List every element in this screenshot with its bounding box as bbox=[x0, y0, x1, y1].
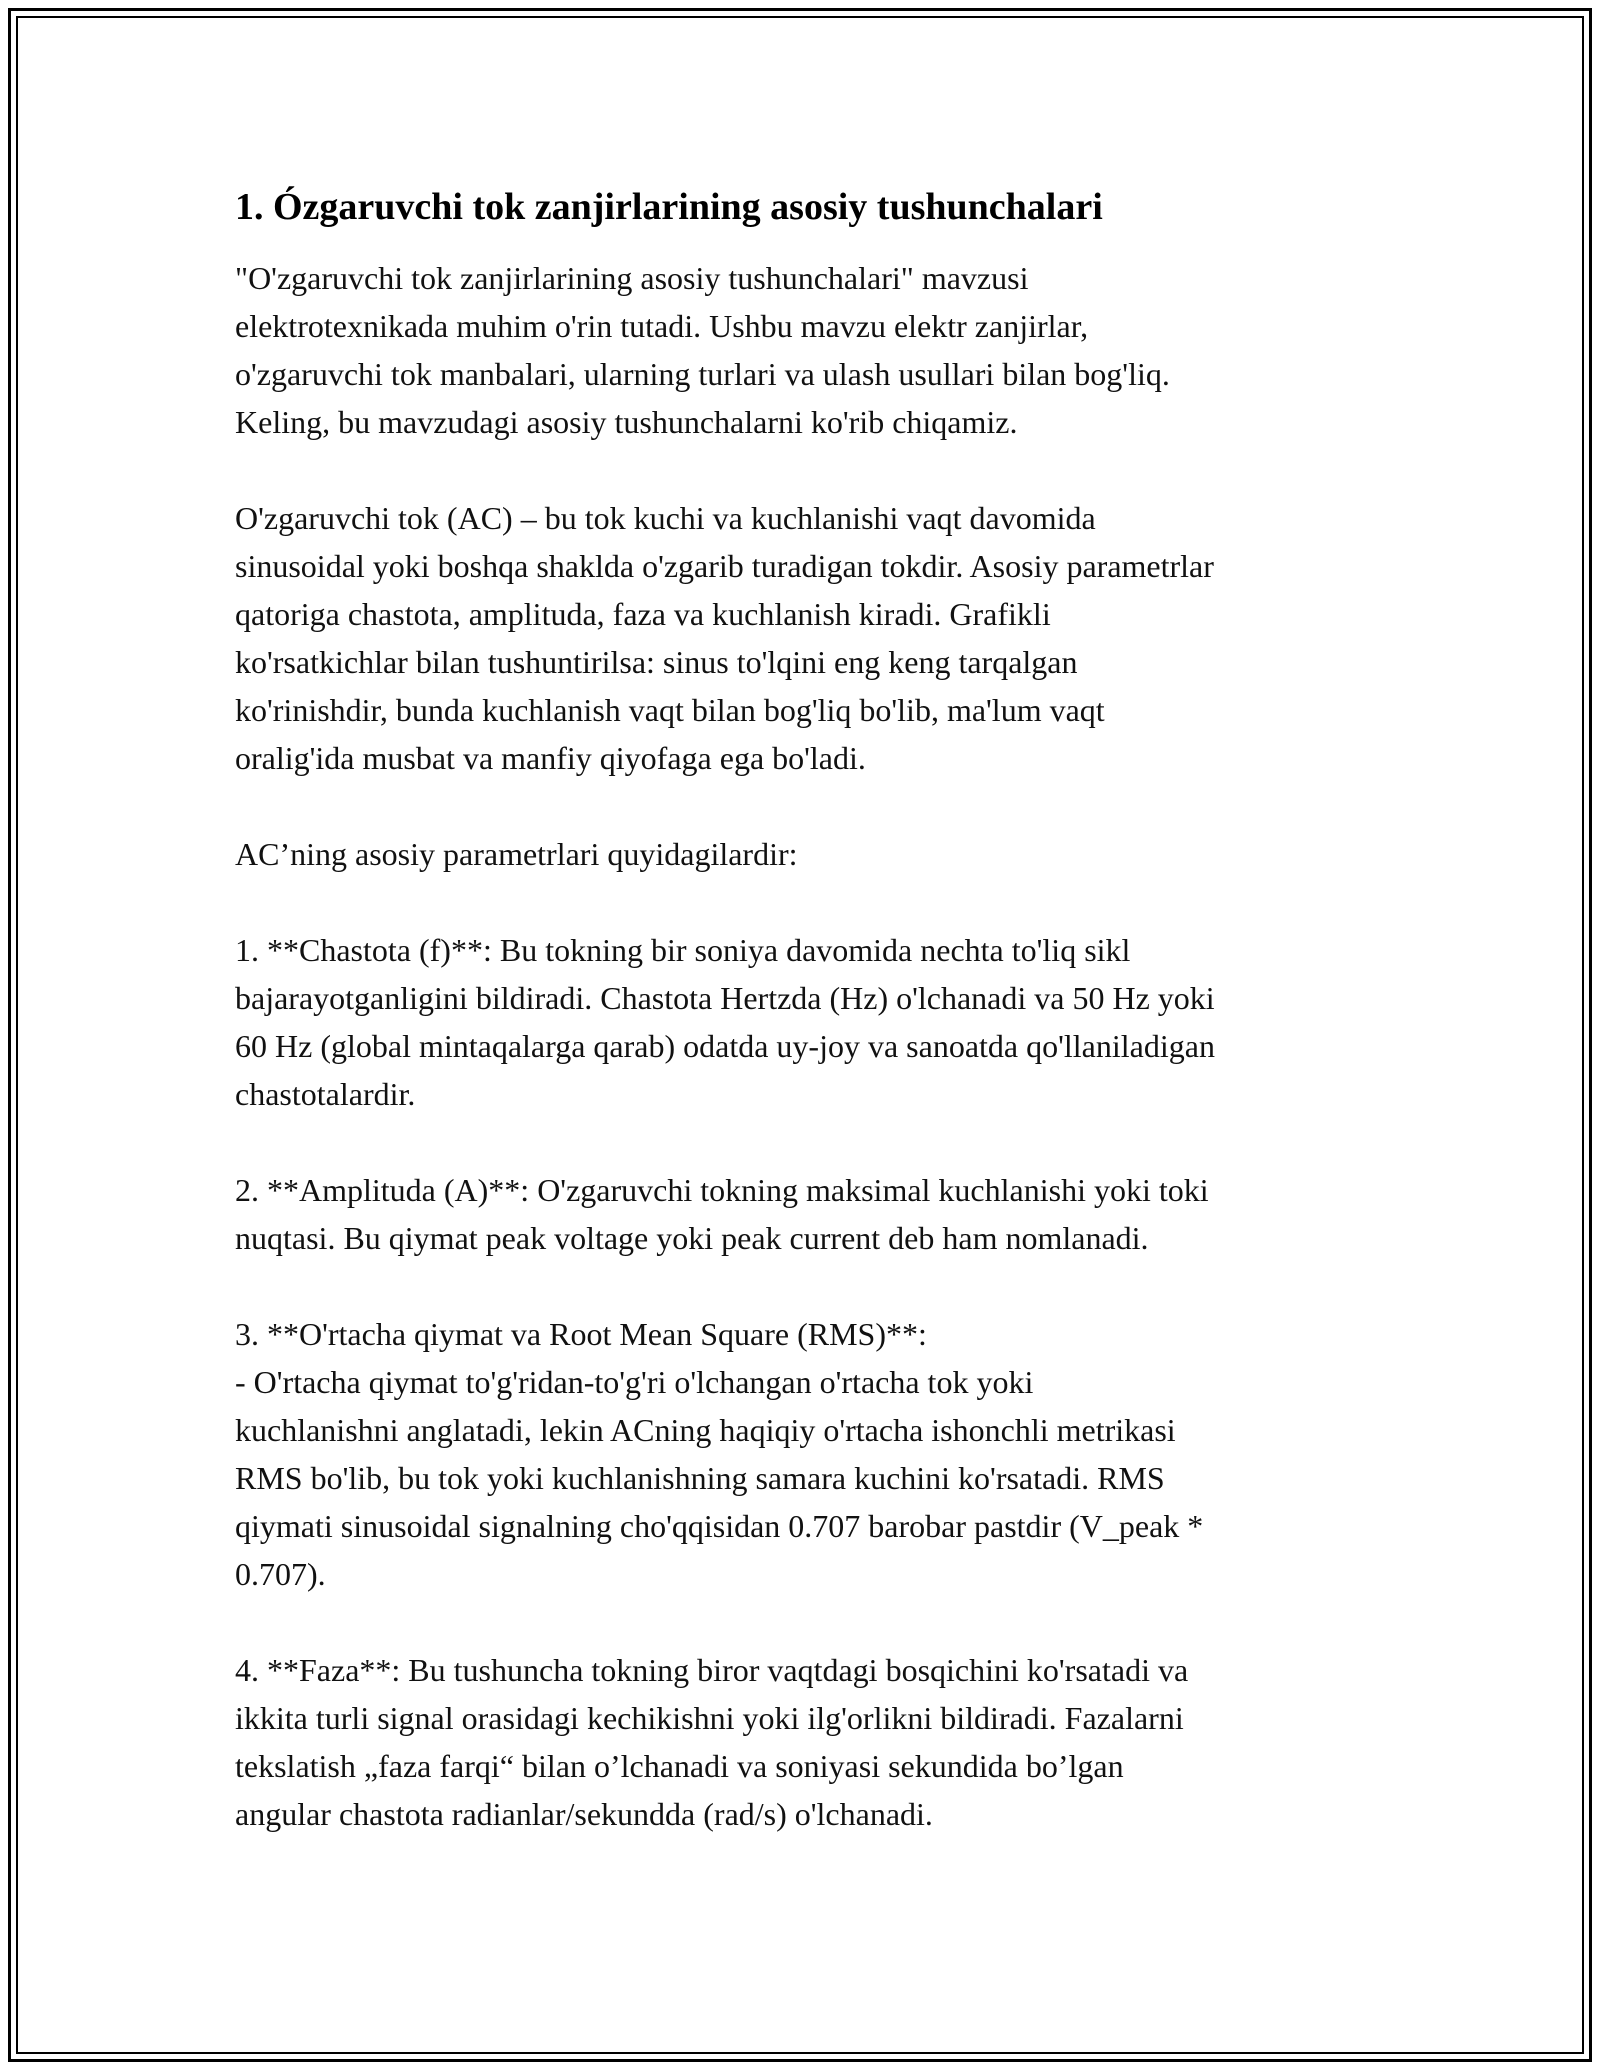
rms-paragraph: 3. **O'rtacha qiymat va Root Mean Square (RMS)**: - O'rtacha qiymat to'g'ridan-to'g'ri o'lchangan o'rtacha tok yoki kuchlanishni anglatadi, lekin ACning haqiqiy o'rtacha ishonchli metrikasi RMS bo'lib, bu tok yoki kuchlanishning samara kuchini ko'rsatadi. RMS qiymati sinusoidal signalning cho'qqisidan 0.707 barobar pastdir (V_peak * 0.707). bbox=[235, 1316, 1204, 1592]
section-heading: 1. Ózgaruvchi tok zanjirlarining asosiy tushunchalari bbox=[235, 186, 1103, 228]
amplitude-paragraph: 2. **Amplituda (A)**: O'zgaruvchi tokning maksimal kuchlanishi yoki toki nuqtasi. Bu qiymat peak voltage yoki peak current deb ham nomlanadi. bbox=[235, 1172, 1209, 1256]
frequency-paragraph: 1. **Chastota (f)**: Bu tokning bir soniya davomida nechta to'liq sikl bajarayotganligini bildiradi. Chastota Hertzda (Hz) o'lchanadi va 50 Hz yoki 60 Hz (global mintaqalarga qarab) odatda uy-joy va sanoatda qo'llaniladigan chastotalardir. bbox=[235, 932, 1215, 1112]
parameters-intro-paragraph: AC’ning asosiy parametrlari quyidagilardir: bbox=[235, 836, 798, 872]
ac-definition-paragraph: O'zgaruvchi tok (AC) – bu tok kuchi va kuchlanishi vaqt davomida sinusoidal yoki boshqa shaklda o'zgarib turadigan tokdir. Asosiy parametrlar qatoriga chastota, amplituda, faza va kuchlanish kiradi. Grafikli ko'rsatkichlar bilan tushuntirilsa: sinus to'lqini eng keng tarqalgan ko'rinishdir, bunda kuchlanish vaqt bilan bog'liq bo'lib, ma'lum vaqt oralig'ida musbat va manfiy qiyofaga ega bo'ladi. bbox=[235, 500, 1214, 776]
phase-paragraph: 4. **Faza**: Bu tushuncha tokning biror vaqtdagi bosqichini ko'rsatadi va ikkita turli signal orasidagi kechikishni yoki ilg'orlikni bildiradi. Fazalarni tekslatish „faza farqi“ bilan o’lchanadi va soniyasi sekundida bo’lgan angular chastota radianlar/sekundda (rad/s) o'lchanadi. bbox=[235, 1652, 1189, 1832]
intro-paragraph: "O'zgaruvchi tok zanjirlarining asosiy tushunchalari" mavzusi elektrotexnikada muhim o'rin tutadi. Ushbu mavzu elektr zanjirlar, o'zgaruvchi tok manbalari, ularning turlari va ulash usullari bilan bog'liq. Keling, bu mavzudagi asosiy tushunchalarni ko'rib chiqamiz. bbox=[235, 260, 1170, 440]
document-body bbox=[235, 182, 1365, 1838]
